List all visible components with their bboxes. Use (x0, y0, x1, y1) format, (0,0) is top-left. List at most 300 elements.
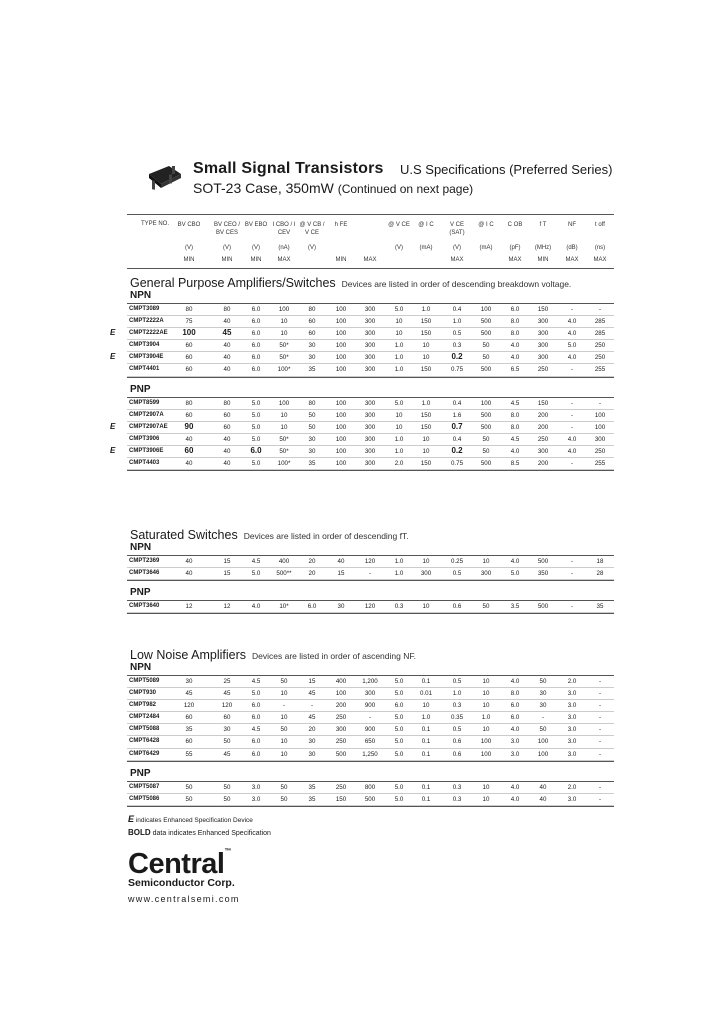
table-cell: - (598, 783, 602, 791)
table-cell: 5.0 (567, 342, 577, 350)
table-cell: 4.0 (510, 783, 520, 791)
table-cell: 1.0 (452, 690, 462, 698)
header-top-14: NF (568, 222, 576, 228)
table-cell: - (598, 399, 602, 407)
table-cell: 0.2 (451, 445, 463, 455)
table-cell: 50 (223, 795, 231, 803)
table-cell: 40 (223, 366, 231, 374)
table-cell: 50* (279, 342, 289, 350)
table-cell: 250 (537, 366, 549, 374)
table-cell: 100 (480, 399, 492, 407)
table-cell: 6.0 (251, 702, 261, 710)
section-title (130, 648, 416, 662)
e-mark-icon: E (128, 814, 135, 824)
table-cell: 1.0 (452, 318, 462, 326)
header-units-10: (V) (453, 245, 461, 251)
table-cell: 1.0 (394, 558, 404, 565)
table-cell: 500 (335, 750, 347, 758)
header-minmax-7: MAX (363, 257, 377, 263)
table-cell: 30 (308, 447, 316, 455)
table-cell: 0.1 (421, 726, 431, 734)
table-cell: 10 (482, 783, 490, 791)
table-cell: 2.0 (567, 783, 577, 791)
table-cell: 5.0 (394, 690, 404, 698)
table-cell: 10 (482, 558, 490, 565)
sot23-package-icon (145, 160, 185, 196)
section-heading: General Purpose Amplifiers/Switches (130, 276, 336, 290)
table-cell: 20 (308, 570, 316, 578)
header-top-12: C OB (507, 222, 523, 228)
table-cell: 1.0 (394, 435, 404, 443)
group-label: NPN (130, 542, 152, 553)
table-cell: 10 (280, 411, 288, 419)
part-number: CMPT3646 (129, 570, 160, 577)
table-cell: 4.5 (251, 558, 261, 565)
part-number: CMPT6428 (129, 738, 160, 745)
table-cell: - (598, 690, 602, 698)
table-cell: 0.3 (452, 795, 462, 803)
table-cell: 40 (223, 342, 231, 350)
table-cell: 10 (280, 690, 288, 698)
table-cell: 300 (420, 570, 432, 578)
header-top-6: h FE (334, 222, 348, 228)
table-cell: 200 (335, 702, 347, 710)
table-cell: 50 (482, 354, 490, 362)
table-cell: 40 (223, 354, 231, 362)
table-cell: 35 (308, 460, 316, 468)
section-note: Devices are listed in order of ascending NF. (252, 651, 416, 661)
table-cell: 80 (308, 306, 316, 313)
header-minmax-1: MIN (183, 257, 195, 263)
table-cell: 40 (185, 460, 193, 468)
table-cell: 250 (594, 354, 606, 362)
header-units-4: (nA) (278, 245, 290, 251)
table-cell: 100 (537, 750, 549, 758)
table-cell: 5.0 (394, 783, 404, 791)
table-cell: 300 (335, 726, 347, 734)
table-cell: 20 (308, 726, 316, 734)
table-cell: 120 (364, 558, 376, 565)
table-cell: 300 (537, 447, 549, 455)
table-cell: 5.0 (251, 423, 261, 431)
table-cell: 1,250 (362, 750, 378, 758)
table-cell: - (598, 795, 602, 803)
table-cell: 60 (185, 342, 193, 350)
enhanced-e-icon: E (110, 352, 116, 362)
table-cell: - (598, 702, 602, 710)
table-cell: 100 (335, 447, 347, 455)
table-cell: 30 (337, 603, 345, 611)
table-cell: 285 (594, 318, 606, 326)
table-cell: 5.0 (394, 306, 404, 313)
table-cell: 0.6 (452, 750, 462, 758)
group-label: PNP (130, 587, 151, 599)
header-units-9: (mA) (419, 245, 433, 251)
table-row (127, 736, 614, 748)
table-cell: 100 (335, 423, 347, 431)
table-cell: 900 (364, 726, 376, 734)
part-number: CMPT8599 (129, 399, 160, 406)
bold-note: data indicates Enhanced Specification (152, 830, 271, 837)
header-minmax-3: MIN (250, 257, 262, 263)
table-row (110, 352, 614, 364)
table-cell: 50 (185, 783, 193, 791)
table-cell: 10 (395, 423, 403, 431)
table-cell: 30 (308, 738, 316, 746)
table-cell: 15 (223, 558, 231, 565)
header-units-12: (pF) (509, 245, 521, 251)
table-cell: 80 (308, 399, 316, 407)
table-cell: 50 (482, 447, 490, 455)
table-cell: 50 (482, 342, 490, 350)
table-cell: 100 (335, 435, 347, 443)
table-cell: 1.0 (394, 366, 404, 374)
table-cell: 3.0 (567, 726, 577, 734)
table-cell: 6.0 (251, 714, 261, 722)
table-cell: 0.3 (452, 342, 462, 350)
table-cell: 4.0 (510, 447, 520, 455)
continued-note: (Continued on next page) (337, 182, 474, 196)
brand-sub: Semiconductor Corp. (128, 877, 235, 889)
table-cell: 100 (537, 738, 549, 746)
table-cell: 800 (364, 783, 376, 791)
table-cell: 300 (364, 435, 376, 443)
table-cell: 0.4 (452, 399, 462, 407)
table-cell: 10 (422, 603, 430, 611)
table-cell: - (598, 714, 602, 722)
table-cell: 150 (537, 399, 549, 407)
header-units-8: (V) (395, 245, 403, 251)
table-cell: 30 (223, 726, 231, 734)
table-cell: 250 (335, 738, 347, 746)
table-cell: 5.0 (394, 726, 404, 734)
table-cell: 10 (422, 342, 430, 350)
table-cell: 150 (420, 411, 432, 419)
table-cell: 300 (364, 399, 376, 407)
table-cell: 150 (420, 460, 432, 468)
table-cell: - (570, 306, 574, 313)
table-cell: - (570, 423, 574, 431)
table-cell: 12 (223, 603, 231, 611)
table-cell: 0.25 (450, 558, 464, 565)
table-cell: 40 (223, 318, 231, 326)
table-row (127, 749, 614, 761)
table-row (110, 445, 614, 458)
table-cell: 5.0 (251, 399, 261, 407)
table-cell: 5.0 (394, 795, 404, 803)
page-subtitle: U.S Specifications (Preferred Series) (400, 162, 613, 177)
part-number: CMPT5086 (129, 795, 160, 802)
part-number: CMPT5089 (129, 678, 160, 684)
header-units-1: (V) (185, 245, 193, 251)
table-cell: 10 (280, 714, 288, 722)
table-row (127, 434, 614, 446)
part-number: CMPT4403 (129, 460, 160, 467)
table-cell: 10 (422, 447, 430, 455)
table-cell: 3.5 (510, 603, 520, 611)
table-cell: 50* (279, 435, 289, 443)
table-cell: 100 (278, 399, 290, 407)
table-cell: 80 (185, 306, 193, 313)
table-cell: 0.7 (451, 421, 463, 431)
spec-table (110, 303, 614, 378)
table-cell: 6.0 (251, 738, 261, 746)
table-cell: 60 (184, 445, 194, 455)
part-number: CMPT4401 (129, 366, 160, 373)
part-number: CMPT982 (129, 702, 157, 709)
table-cell: 4.5 (510, 435, 520, 443)
part-number: CMPT6429 (129, 750, 160, 757)
table-cell: 40 (185, 570, 193, 578)
table-cell: 4.5 (510, 399, 520, 407)
table-cell: 500 (537, 558, 549, 565)
table-cell: 400 (278, 558, 290, 565)
table-cell: 12 (185, 603, 193, 611)
table-cell: 50 (223, 783, 231, 791)
table-cell: 3.0 (567, 738, 577, 746)
table-cell: 40 (223, 447, 231, 455)
table-cell: 50 (280, 726, 288, 734)
part-number: CMPT2369 (129, 558, 160, 564)
table-cell: - (570, 399, 574, 407)
case-text: SOT-23 Case, 350mW (193, 180, 334, 196)
table-cell: 35 (308, 795, 316, 803)
table-cell: 150 (335, 795, 347, 803)
table-cell: 1.0 (421, 714, 431, 722)
table-cell: 100 (335, 411, 347, 419)
part-number: CMPT2907AE (129, 423, 168, 430)
table-cell: 30 (308, 342, 316, 350)
table-row (127, 688, 614, 700)
table-cell: 0.75 (450, 366, 464, 374)
part-number: CMPT3906 (129, 435, 160, 442)
table-cell: 500 (480, 460, 492, 468)
brand-name: Central (128, 848, 225, 880)
table-cell: 4.0 (510, 342, 520, 350)
header-minmax-10: MAX (450, 257, 464, 263)
table-cell: 35 (308, 783, 316, 791)
table-cell: 0.3 (452, 702, 462, 710)
table-row (127, 568, 614, 580)
table-cell: 250 (537, 435, 549, 443)
table-cell: 3.0 (567, 714, 577, 722)
table-row (127, 794, 614, 806)
page-title: Small Signal Transistors (193, 160, 384, 177)
table-row (127, 340, 614, 352)
table-cell: - (570, 570, 574, 578)
table-cell: 45 (223, 690, 231, 698)
table-row (127, 724, 614, 736)
table-cell: 10 (280, 423, 288, 431)
table-cell: 0.35 (450, 714, 464, 722)
table-cell: 45 (308, 714, 316, 722)
table-cell: 300 (364, 318, 376, 326)
table-cell: 30 (539, 690, 547, 698)
table-cell: 150 (537, 306, 549, 313)
table-cell: 100 (335, 318, 347, 326)
header-top-9: @ I C (418, 222, 434, 228)
header-top-15: t off (595, 222, 605, 228)
table-cell: - (598, 750, 602, 758)
table-cell: 300 (364, 354, 376, 362)
header-top-13: f T (539, 222, 547, 228)
table-cell: 50 (482, 603, 490, 611)
table-cell: 10 (280, 330, 288, 338)
table-cell: 4.0 (510, 726, 520, 734)
table-cell: 285 (594, 330, 606, 338)
table-cell: 40 (539, 795, 547, 803)
table-cell: 8.5 (510, 460, 520, 468)
table-cell: 6.0 (250, 445, 262, 455)
table-cell: 100 (594, 423, 606, 431)
table-cell: 0.4 (452, 435, 462, 443)
table-cell: 15 (337, 570, 345, 578)
table-cell: - (282, 702, 286, 710)
table-cell: 50 (539, 726, 547, 734)
table-cell: 10 (482, 795, 490, 803)
table-cell: 3.0 (510, 750, 520, 758)
table-cell: 0.1 (421, 783, 431, 791)
section-note: Devices are listed in order of descending fT. (243, 531, 409, 541)
table-cell: 50 (280, 783, 288, 791)
table-cell: 300 (364, 460, 376, 468)
table-cell: 30 (308, 354, 316, 362)
table-cell: 0.01 (419, 690, 433, 698)
table-cell: - (598, 726, 602, 734)
table-cell: 10 (280, 318, 288, 326)
table-cell: - (570, 366, 574, 374)
header-minmax-12: MAX (508, 257, 522, 263)
header-units-15: (ns) (594, 245, 606, 251)
table-cell: 3.0 (567, 702, 577, 710)
table-cell: 40 (337, 558, 345, 565)
table-cell: 255 (594, 460, 606, 468)
table-cell: 28 (596, 570, 604, 578)
table-cell: 50 (308, 411, 316, 419)
table-cell: 3.0 (567, 750, 577, 758)
table-cell: 8.0 (510, 690, 520, 698)
table-cell: 500 (364, 795, 376, 803)
table-cell: - (368, 570, 372, 578)
table-cell: 3.0 (567, 690, 577, 698)
spec-table (127, 781, 614, 807)
header-top-8: @ V CE (388, 222, 410, 228)
table-cell: 150 (420, 423, 432, 431)
table-cell: 500 (480, 330, 492, 338)
table-cell: 300 (537, 330, 549, 338)
section-heading: Saturated Switches (130, 528, 238, 542)
enhanced-e-icon: E (110, 421, 116, 431)
table-cell: 10 (482, 678, 490, 685)
table-cell: 50 (539, 678, 547, 685)
table-cell: 50 (482, 435, 490, 443)
table-cell: 4.0 (510, 558, 520, 565)
header-minmax-2: MIN (221, 257, 233, 263)
table-cell: 100 (335, 342, 347, 350)
table-cell: 10 (482, 726, 490, 734)
table-cell: 0.5 (452, 726, 462, 734)
table-cell: 300 (480, 570, 492, 578)
table-cell: 1.0 (394, 342, 404, 350)
table-cell: 3.0 (510, 738, 520, 746)
table-cell: 6.0 (251, 306, 261, 313)
table-cell: 5.0 (251, 411, 261, 419)
table-cell: - (598, 678, 602, 685)
section-note: Devices are listed in order of descending breakdown voltage. (341, 279, 572, 289)
enhanced-note: indicates Enhanced Specification Device (135, 817, 253, 824)
table-cell: 40 (185, 435, 193, 443)
table-cell: 50 (280, 678, 288, 685)
table-cell: 100 (480, 738, 492, 746)
table-cell: 6.0 (251, 330, 261, 338)
table-cell: 10* (279, 603, 289, 611)
table-cell: 35 (308, 366, 316, 374)
header-units-3: (V) (252, 245, 260, 251)
table-row (127, 398, 614, 410)
table-cell: 8.0 (510, 330, 520, 338)
table-cell: 80 (185, 399, 193, 407)
table-cell: 5.0 (394, 399, 404, 407)
table-cell: 30 (308, 435, 316, 443)
table-cell: 10 (280, 738, 288, 746)
table-cell: 5.0 (251, 690, 261, 698)
table-cell: 1,200 (362, 678, 378, 685)
table-cell: 100 (480, 306, 492, 313)
table-cell: 4.5 (251, 726, 261, 734)
table-cell: 100* (277, 460, 291, 468)
table-cell: 60 (185, 411, 193, 419)
table-row (127, 556, 614, 568)
table-cell: 50* (279, 354, 289, 362)
table-cell: 35 (596, 603, 604, 611)
table-cell: 0.3 (452, 783, 462, 791)
table-cell: 10 (422, 354, 430, 362)
table-cell: 250 (335, 783, 347, 791)
brand-url[interactable]: www.centralsemi.com (128, 894, 240, 904)
table-cell: 10 (395, 330, 403, 338)
table-cell: 5.0 (394, 738, 404, 746)
table-cell: 120 (364, 603, 376, 611)
table-cell: 255 (594, 366, 606, 374)
table-cell: 30 (308, 750, 316, 758)
table-cell: 60 (223, 411, 231, 419)
part-number: CMPT3904 (129, 342, 160, 349)
table-cell: 4.5 (251, 678, 261, 685)
spec-table (110, 397, 614, 472)
table-cell: 250 (335, 714, 347, 722)
table-cell: - (598, 306, 602, 313)
table-cell: 400 (335, 678, 347, 685)
table-cell: 1.6 (452, 411, 462, 419)
table-cell: 3.0 (567, 795, 577, 803)
table-cell: 4.0 (567, 447, 577, 455)
table-cell: 6.0 (307, 603, 317, 611)
header-minmax-15: MAX (593, 257, 607, 263)
table-cell: - (368, 714, 372, 722)
table-cell: 100* (277, 366, 291, 374)
table-cell: 10 (280, 750, 288, 758)
table-cell: 4.0 (510, 795, 520, 803)
group-label: PNP (130, 383, 151, 395)
table-cell: 0.75 (450, 460, 464, 468)
section-heading: Low Noise Amplifiers (130, 648, 247, 662)
table-cell: 500 (480, 366, 492, 374)
table-cell: 4.0 (567, 330, 577, 338)
table-cell: 150 (420, 330, 432, 338)
table-cell: 250 (594, 342, 606, 350)
table-cell: 60 (308, 318, 316, 326)
enhanced-e-icon: E (110, 445, 116, 455)
